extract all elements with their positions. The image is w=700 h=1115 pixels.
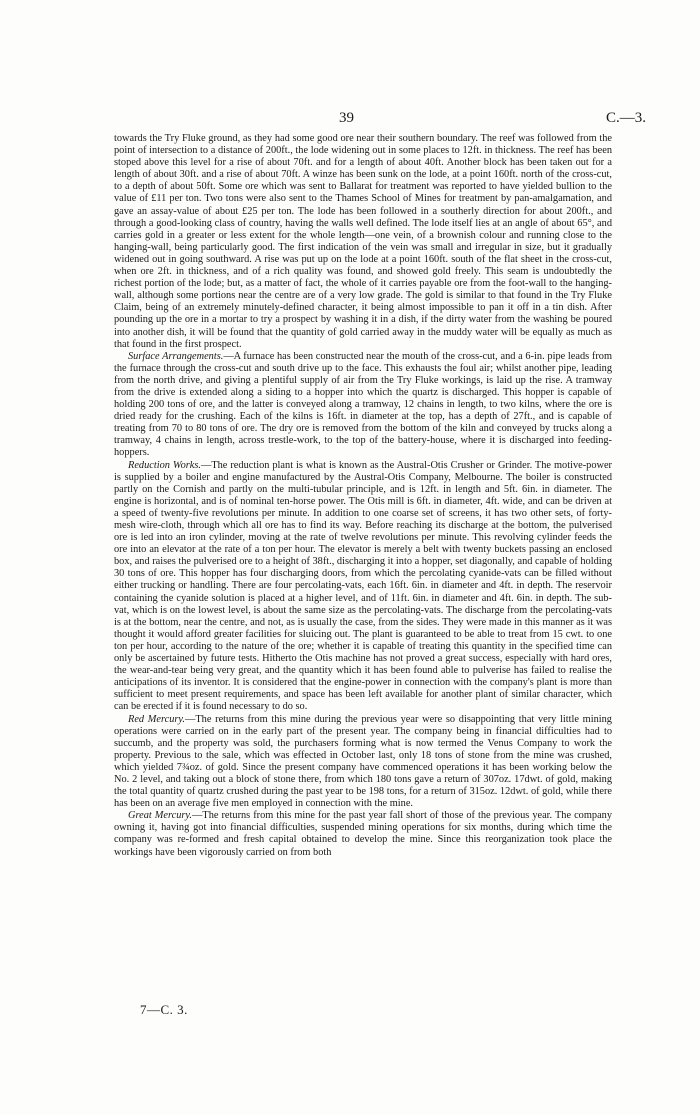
section-heading: Great Mercury. [128, 810, 193, 822]
paragraph-text: —A furnace has been constructed near the mouth of the cross-cut, and a 6-in. pipe leads from the furnace through the cross-cut and south drive up to the face. This exhausts the foul air; whilst another pipe, leading from the north drive, and giving a plentiful supply of air from the Try Fluke workings, is laid up the rise. A tramway from the drive is extended along a siding to a hopper into which the quartz is discharged. This hopper is capable of holding 200 tons of ore, and the latter is conveyed along a tramway, 12 chains in length, to two kilns, where the ore is dried ready for the crushing. Each of the kilns is 16ft. in diameter at the top, has a depth of 27ft., and is capable of treating from 70 to 80 tons of ore. The dry ore is removed from the bottom of the kiln and conveyed by trucks along a tramway, 4 chains in length, across trestle-work, to the top of the battery-house, where it is discharged into feeding-hoppers. [114, 350, 612, 459]
paragraph-text: towards the Try Fluke ground, as they had some good ore near their southern boundary. The reef was followed from the point of intersection to a distance of 200ft., the lode widening out in some places to 12ft. in thickness. The reef has been stoped above this level for a rise of about 70ft. and for a length of about 40ft. Another block has been taken out for a length of about 30ft. and a rise of about 70ft. A winze has been sunk on the lode, at a point 160ft. north of the cross-cut, to a depth of about 50ft. Some ore which was sent to Ballarat for treatment was reported to have yielded bullion to the value of £11 per ton. Two tons were also sent to the Thames School of Mines for treatment by pan-amalgamation, and gave an assay-value of about £25 per ton. The lode has been followed in a southerly direction for about 200ft., and through a good-looking class of country, having the walls well defined. The lode itself lies at an angle of about 65°, and carries gold in a greater or less extent for the whole length—one vein, of a brownish colour and running close to the hanging-wall, being particularly good. The first indication of the vein was small and irregular in size, but it gradually widened out in going southward. A rise was put up on the lode at a point 160ft. south of the flat sheet in the cross-cut, when ore 2ft. in thickness, and of a rich quality was found, and showed gold freely. This seam is undoubtedly the richest portion of the lode; but, as a matter of fact, the whole of it carries payable ore from the foot-wall to the hanging-wall, although some portions near the centre are of a very low grade. The gold is similar to that found in the Try Fluke Claim, being of an extremely minutely-defined character, it being almost impossible to pan it off in a tin dish. After pounding up the ore in a mortar to try a prospect by washing it in a dish, if the dirty water from the washing be poured into another dish, it will be found that the quantity of gold carried away in the muddy water will be equally as much as that found in the first prospect. [114, 133, 612, 350]
paragraph-red-mercury [114, 714, 612, 811]
page-number: 39 [339, 110, 354, 126]
section-heading: Surface Arrangements. [128, 350, 224, 362]
signature-mark: 7—C. 3. [140, 1002, 188, 1017]
report-body [114, 133, 612, 859]
section-heading: Reduction Works. [128, 459, 201, 471]
paragraph-text: —The returns from this mine for the past year fall short of those of the previous year. The company owning it, having got into financial difficulties, suspended mining operations for six months, during which time the company was re-formed and fresh capital obtained to develop the mine. Since this reorganization took place the workings have been vigorously carried on from both [114, 810, 613, 858]
page-header [0, 110, 700, 132]
paragraph-surface-arrangements [114, 351, 612, 460]
section-heading: Red Mercury. [128, 713, 186, 725]
paragraph-great-mercury [114, 810, 612, 858]
paragraph-text: —The returns from this mine during the previous year were so disappointing that very little mining operations were carried on in the early part of the present year. The company being in financial difficulties had to succumb, and the property was sold, the purchasers forming what is now termed the Venus Company to work the property. Previous to the sale, which was effected in October last, only 18 tons of stone from the mine was crushed, which yielded 7¾oz. of gold. Since the present company have commenced operations it has been working below the No. 2 level, and taking out a block of stone there, from which 180 tons gave a return of 307oz. 17dwt. of gold, making the total quantity of quartz crushed during the past year to be 198 tons, for a return of 315oz. 12dwt. of gold, while there has been on an average five men employed in connection with the mine. [114, 713, 612, 810]
paragraph-try-fluke-lode [114, 133, 612, 351]
sheet-reference: C.—3. [605, 110, 646, 126]
paragraph-reduction-works [114, 460, 612, 714]
paragraph-text: —The reduction plant is what is known as the Austral-Otis Crusher or Grinder. The motive-power is supplied by a boiler and engine manufactured by the Austral-Otis Company, Melbourne. The boiler is constructed partly on the Cornish and partly on the multi-tubular principle, and is 12ft. in length and 5ft. 6in. in diameter. The engine is horizontal, and is of nominal ten-horse power. The Otis mill is 6ft. in diameter, 4ft. wide, and can be driven at a speed of twenty-five revolutions per minute. In addition to one coarse set of screens, it has two other sets, of forty-mesh wire-cloth, through which all ore has to find its way. Before reaching its discharge at the bottom, the pulverised ore is led into an iron cylinder, moving at the rate of twelve revolutions per minute. This revolving cylinder feeds the ore into an elevator at the rate of a ton per hour. The elevator is merely a belt with twenty buckets passing an enclosed box, and raises the pulverised ore to a height of 38ft., discharging it into a hopper, set diagonally, and capable of holding 30 tons of ore. This hopper has four discharging doors, from which the percolating cyanide-vats can be filled without either trucking or handling. There are four percolating-vats, each 16ft. 6in. in diameter and 4ft. in depth. The reservoir containing the cyanide solution is placed at a higher level, and of 11ft. 6in. in diameter and 4ft. 6in. in depth. The sub-vat, which is on the lowest level, is about the same size as the percolating-vats. The discharge from the percolating-vats is at the bottom, near the centre, and not, as is usually the case, from the sides. They were made in this manner as it was thought it would afford greater facilities for sluicing out. The plant is guaranteed to be able to treat from 15 cwt. to one ton per hour, according to the nature of the ore; whether it is capable of treating this quantity in the specified time can only be ascertained by future tests. Hitherto the Otis machine has not proved a great success, especially with hard ores, the wear-and-tear being very great, and the quantity which it has been found able to pulverise has failed to realise the anticipations of its inventor. It is considered that the engine-power in connection with the company's plant is more than sufficient to meet present requirements, and space has been left available for another plant of similar character, which can be erected if it is found necessary to do so. [114, 459, 612, 713]
